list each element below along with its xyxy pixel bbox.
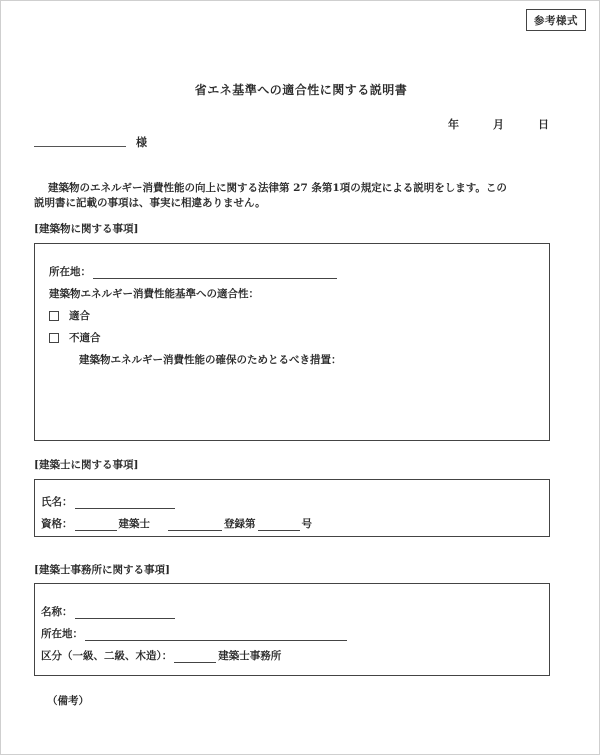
date-year-label: 年 [448,118,459,131]
architect-name-label: 氏名： [41,496,73,508]
qualification-label: 資格： [41,518,73,530]
nonconform-label: 不適合 [69,332,101,344]
architect-section-box [34,479,550,537]
office-name-row [41,604,177,619]
office-name-label: 名称： [41,606,73,618]
conform-label: 適合 [69,310,90,322]
office-class-row [41,648,281,663]
architect-qualification-row [41,516,312,531]
office-name-blank[interactable] [75,606,175,619]
office-location-label: 所在地： [41,628,83,640]
qualification-blank[interactable] [75,518,117,531]
remarks-label: （備考） [47,695,89,707]
office-section-box [34,583,550,676]
conform-checkbox[interactable] [49,311,59,321]
reference-form-stamp: 参考様式 [526,9,586,31]
building-section-heading: [建築物に関する事項] [34,223,139,235]
office-class-blank[interactable] [174,650,216,663]
architect-name-blank[interactable] [75,496,175,509]
option-nonconform-row[interactable] [49,330,101,345]
office-section-heading: [建築士事務所に関する事項] [34,564,170,576]
office-location-blank[interactable] [85,628,347,641]
office-suffix: 建築士事務所 [218,650,282,662]
number-suffix: 号 [301,518,312,530]
intro-statement [34,181,564,211]
addressee-suffix: 様 [136,136,147,149]
registration-authority-blank[interactable] [168,518,222,531]
building-location-row [49,264,339,279]
measures-row [79,352,342,367]
addressee-blank[interactable] [34,146,126,147]
intro-line-1: 建築物のエネルギー消費性能の向上に関する法律第 27 条第1項の規定による説明をします。この [48,182,507,194]
intro-line-2: 説明書に記載の事項は、事実に相違ありません。 [34,197,266,209]
conformity-row [49,286,259,301]
office-location-row [41,626,349,641]
option-conform-row[interactable] [49,308,90,323]
nonconform-checkbox[interactable] [49,333,59,343]
building-location-blank[interactable] [93,266,337,279]
date-day-label: 日 [538,118,549,131]
architect-section-heading: [建築士に関する事項] [34,459,139,471]
building-section-box [34,243,550,441]
date-month-label: 月 [493,118,504,131]
conformity-label: 建築物エネルギー消費性能基準への適合性： [49,288,259,300]
office-class-label: 区分（一級、二級、木造）： [41,650,173,662]
registration-label: 登録第 [224,518,256,530]
registration-number-blank[interactable] [258,518,300,531]
measures-label: 建築物エネルギー消費性能の確保のためとるべき措置： [79,354,342,366]
architect-name-row [41,494,177,509]
building-location-label: 所在地： [49,266,91,278]
architect-suffix: 建築士 [118,518,150,530]
document-title: 省エネ基準への適合性に関する説明書 [194,83,408,97]
